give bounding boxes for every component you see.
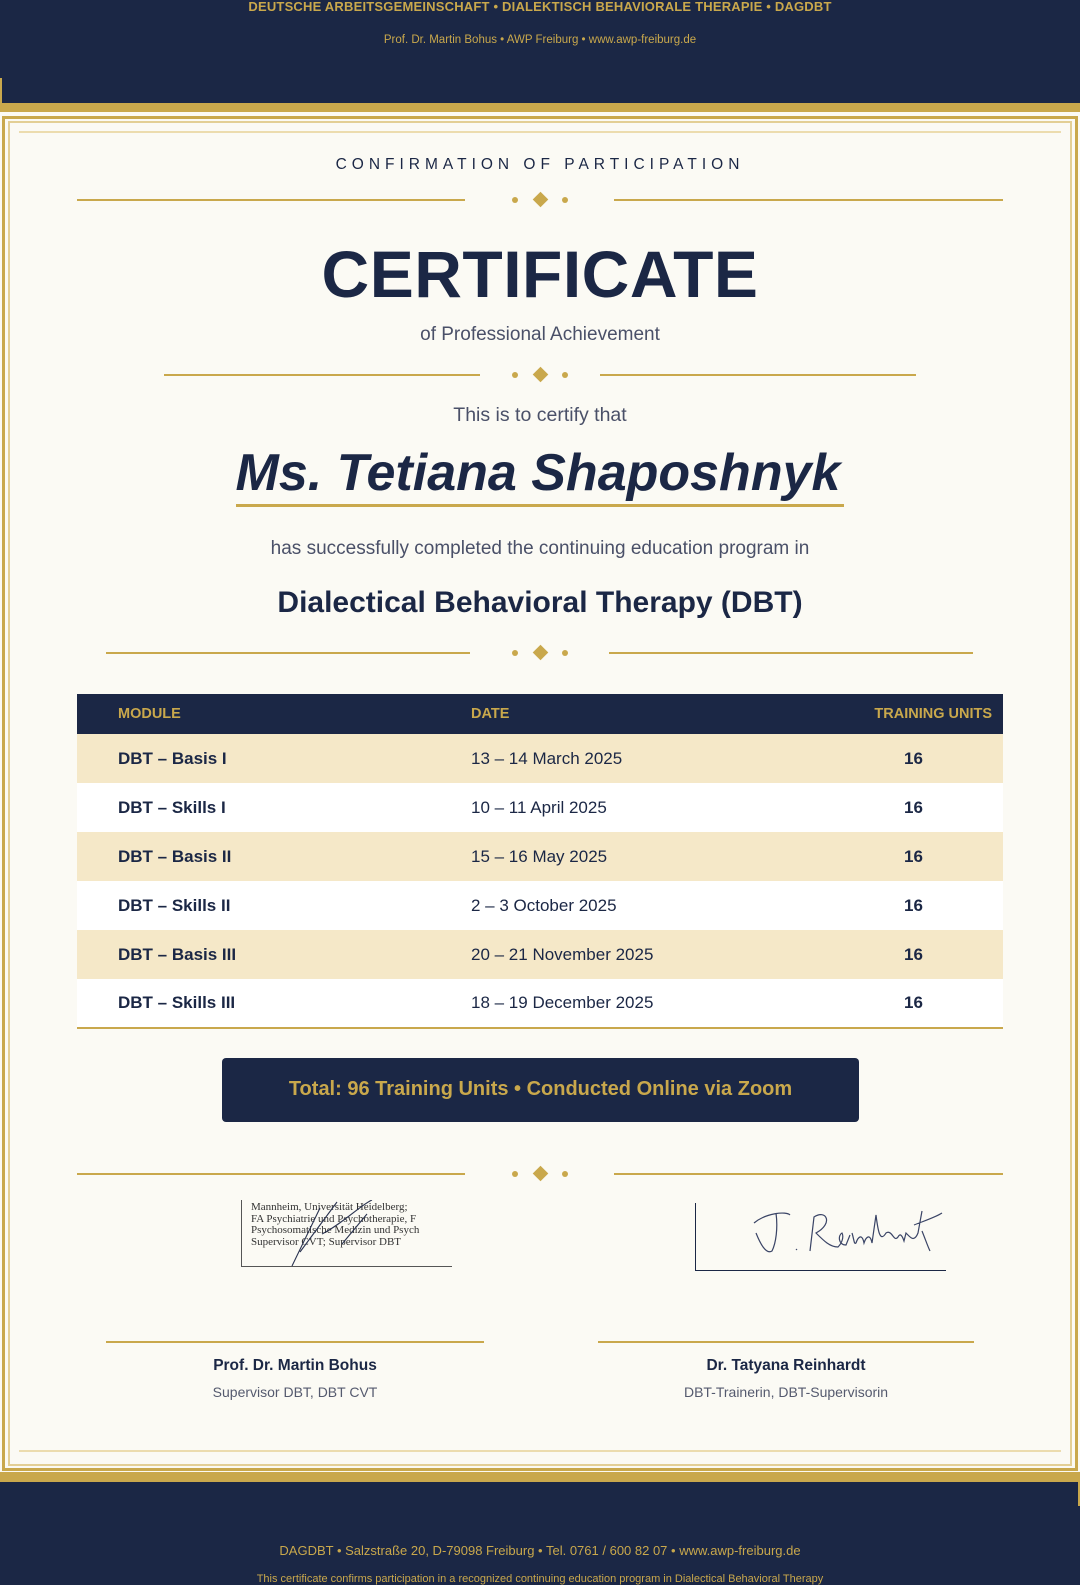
module-cell: DBT – Skills II	[77, 881, 471, 930]
signature-line-left	[106, 1341, 484, 1343]
recipient-block	[0, 442, 1080, 507]
table-row	[77, 979, 1003, 1028]
dot-icon	[562, 372, 568, 378]
footer-note: This certificate confirms participation in a recognized continuing education program in Dialectical Behavioral Therapy	[256, 1573, 824, 1585]
module-cell: DBT – Basis I	[77, 734, 471, 783]
organization-line: DEUTSCHE ARBEITSGEMEINSCHAFT • DIALEKTISCH BEHAVIORALE THERAPIE • DAGDBT	[248, 0, 832, 14]
eyebrow-label: CONFIRMATION OF PARTICIPATION	[335, 156, 745, 173]
signer-role-left: Supervisor DBT, DBT CVT	[212, 1384, 378, 1400]
signer-name-right: Dr. Tatyana Reinhardt	[706, 1357, 866, 1374]
date-cell: 2 – 3 October 2025	[471, 881, 821, 930]
table-row	[77, 881, 1003, 930]
units-cell: 16	[821, 930, 1003, 979]
certify-text: This is to certify that	[453, 404, 627, 426]
stamp-line: FA Psychiatrie und Psychotherapie, F	[251, 1212, 417, 1225]
gold-rule-bottom	[0, 1472, 1080, 1482]
frame-rule-top	[19, 131, 1061, 133]
ornament-divider	[0, 645, 1080, 661]
units-cell: 16	[821, 881, 1003, 930]
dot-icon	[512, 650, 518, 656]
corner-ornament	[0, 78, 2, 106]
date-cell: 10 – 11 April 2025	[471, 783, 821, 832]
column-header-module: MODULE	[77, 694, 471, 734]
table-row	[77, 930, 1003, 979]
module-cell: DBT – Basis II	[77, 832, 471, 881]
ornament-divider	[0, 192, 1080, 208]
table-row	[77, 734, 1003, 783]
stamp-line: Psychosomatische Medizin und Psych	[251, 1224, 420, 1236]
certificate-title: CERTIFICATE	[321, 237, 759, 311]
dot-icon	[562, 650, 568, 656]
units-cell: 16	[821, 783, 1003, 832]
units-cell: 16	[821, 832, 1003, 881]
total-summary-banner: Total: 96 Training Units • Conducted Online via Zoom	[222, 1058, 859, 1122]
dot-icon	[562, 197, 568, 203]
contact-line: Prof. Dr. Martin Bohus • AWP Freiburg • www.awp-freiburg.de	[383, 34, 697, 46]
footer-address: DAGDBT • Salzstraße 20, D-79098 Freiburg • Tel. 0761 / 600 82 07 • www.awp-freiburg.de	[279, 1543, 801, 1558]
module-cell: DBT – Basis III	[77, 930, 471, 979]
header-band	[0, 0, 1080, 103]
date-cell: 13 – 14 March 2025	[471, 734, 821, 783]
units-cell: 16	[821, 734, 1003, 783]
recipient-name: Ms. Tetiana Shaposhnyk	[236, 442, 845, 507]
diamond-icon	[533, 367, 549, 383]
table-row	[77, 783, 1003, 832]
footer-band	[0, 1482, 1080, 1585]
diamond-icon	[533, 1166, 549, 1182]
modules-table	[77, 694, 1003, 1029]
handwritten-signature-icon	[282, 1200, 442, 1267]
table-row	[77, 832, 1003, 881]
module-cell: DBT – Skills III	[77, 979, 471, 1028]
completed-text: has successfully completed the continuing education program in	[270, 538, 810, 559]
certificate-subtitle: of Professional Achievement	[420, 324, 660, 345]
ornament-divider	[0, 1166, 1080, 1182]
dot-icon	[562, 1171, 568, 1177]
stamp-line: Supervisor CVT; Supervisor DBT	[251, 1235, 402, 1248]
gold-rule-top	[0, 103, 1080, 112]
dot-icon	[512, 372, 518, 378]
signer-role-right: DBT-Trainerin, DBT-Supervisorin	[683, 1384, 889, 1400]
program-title: Dialectical Behavioral Therapy (DBT)	[277, 586, 803, 619]
stamp-line: Mannheim, Universität Heidelberg;	[251, 1201, 408, 1213]
ornament-divider	[0, 367, 1080, 383]
signature-stamp-bohus	[241, 1200, 452, 1267]
dot-icon	[512, 1171, 518, 1177]
units-cell: 16	[821, 979, 1003, 1028]
frame-rule-bottom	[19, 1450, 1061, 1452]
signature-reinhardt	[695, 1203, 946, 1271]
handwritten-signature-icon	[746, 1203, 946, 1263]
signer-name-left: Prof. Dr. Martin Bohus	[213, 1357, 377, 1374]
date-cell: 20 – 21 November 2025	[471, 930, 821, 979]
dot-icon	[512, 197, 518, 203]
diamond-icon	[533, 192, 549, 208]
date-cell: 18 – 19 December 2025	[471, 979, 821, 1028]
module-cell: DBT – Skills I	[77, 783, 471, 832]
column-header-date: DATE	[471, 694, 821, 734]
table-header-row	[77, 694, 1003, 734]
signature-line-right	[598, 1341, 974, 1343]
date-cell: 15 – 16 May 2025	[471, 832, 821, 881]
column-header-units: TRAINING UNITS	[821, 694, 1003, 734]
diamond-icon	[533, 645, 549, 661]
